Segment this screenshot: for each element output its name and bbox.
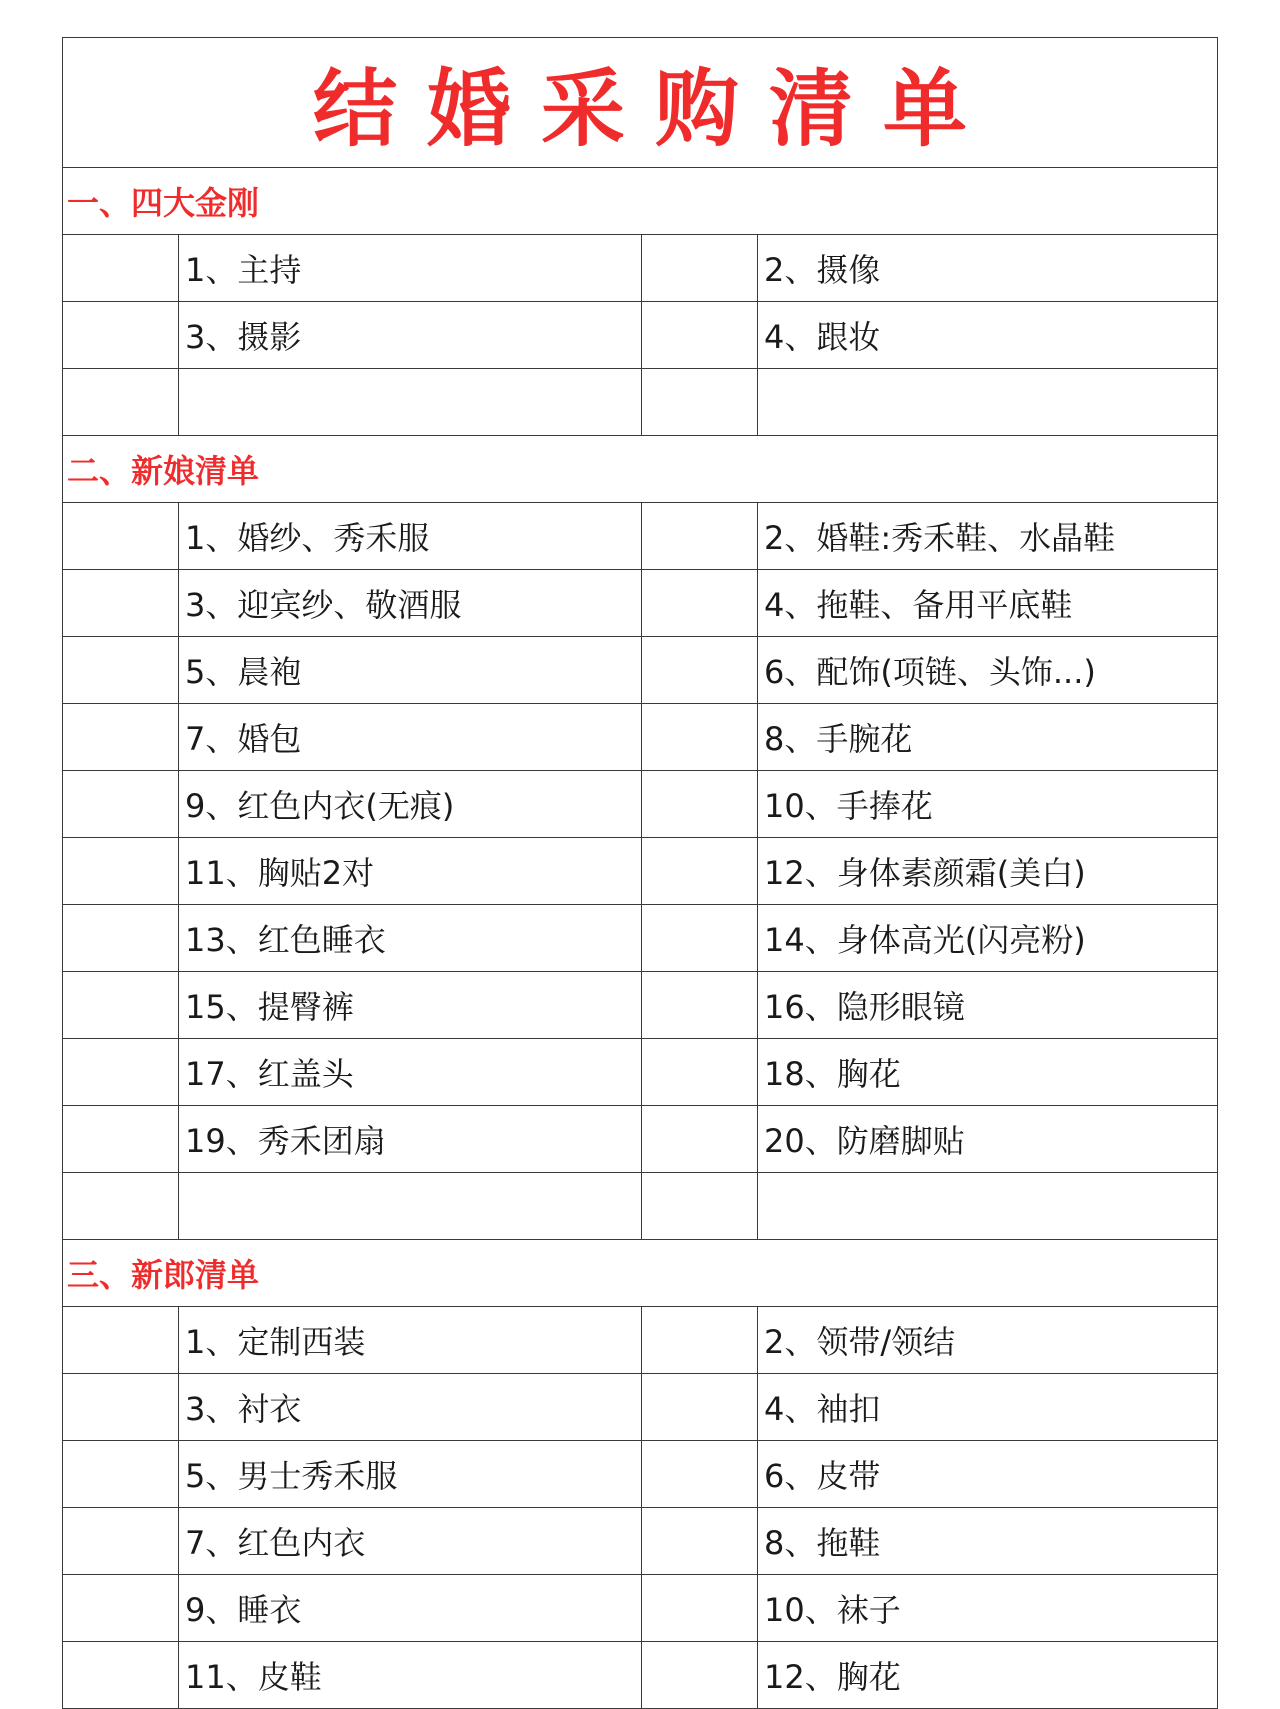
table-row <box>63 637 1218 704</box>
shopping-list-body <box>63 38 1218 1709</box>
table-row <box>63 1039 1218 1106</box>
list-item <box>758 369 1218 436</box>
blank-cell <box>642 1173 758 1240</box>
blank-cell <box>642 905 758 972</box>
list-item: 9、睡衣 <box>179 1575 642 1642</box>
table-row <box>63 704 1218 771</box>
blank-cell <box>63 1508 179 1575</box>
list-item: 16、隐形眼镜 <box>758 972 1218 1039</box>
table-row <box>63 235 1218 302</box>
table-row <box>63 1374 1218 1441</box>
table-row <box>63 1173 1218 1240</box>
table-row <box>63 905 1218 972</box>
section-heading: 二、新娘清单 <box>67 452 260 490</box>
blank-cell <box>642 1374 758 1441</box>
list-item: 8、手腕花 <box>758 704 1218 771</box>
list-item: 4、袖扣 <box>758 1374 1218 1441</box>
list-item: 11、皮鞋 <box>179 1642 642 1709</box>
table-row <box>63 302 1218 369</box>
list-item: 6、皮带 <box>758 1441 1218 1508</box>
table-row <box>63 771 1218 838</box>
table-row <box>63 1575 1218 1642</box>
list-item: 12、身体素颜霜(美白) <box>758 838 1218 905</box>
blank-cell <box>642 302 758 369</box>
table-row <box>63 838 1218 905</box>
list-item: 14、身体高光(闪亮粉) <box>758 905 1218 972</box>
list-item: 20、防磨脚贴 <box>758 1106 1218 1173</box>
blank-cell <box>63 570 179 637</box>
page-title: 结婚采购清单 <box>313 60 998 158</box>
blank-cell <box>642 1106 758 1173</box>
blank-cell <box>63 503 179 570</box>
blank-cell <box>642 1441 758 1508</box>
blank-cell <box>642 369 758 436</box>
blank-cell <box>63 1106 179 1173</box>
blank-cell <box>63 369 179 436</box>
list-item: 5、晨袍 <box>179 637 642 704</box>
blank-cell <box>63 302 179 369</box>
section-heading: 一、四大金刚 <box>67 184 260 222</box>
list-item: 1、婚纱、秀禾服 <box>179 503 642 570</box>
section-heading: 三、新郎清单 <box>67 1256 260 1294</box>
list-item: 7、婚包 <box>179 704 642 771</box>
list-item: 11、胸贴2对 <box>179 838 642 905</box>
table-row <box>63 1307 1218 1374</box>
table-row <box>63 1106 1218 1173</box>
list-item: 18、胸花 <box>758 1039 1218 1106</box>
blank-cell <box>63 637 179 704</box>
section-heading-row <box>63 168 1218 235</box>
list-item: 7、红色内衣 <box>179 1508 642 1575</box>
blank-cell <box>642 972 758 1039</box>
list-item <box>179 1173 642 1240</box>
list-item: 15、提臀裤 <box>179 972 642 1039</box>
table-row <box>63 503 1218 570</box>
list-item: 2、摄像 <box>758 235 1218 302</box>
table-row <box>63 369 1218 436</box>
section-heading-cell <box>63 436 1218 503</box>
blank-cell <box>642 1575 758 1642</box>
blank-cell <box>642 503 758 570</box>
list-item: 8、拖鞋 <box>758 1508 1218 1575</box>
blank-cell <box>63 771 179 838</box>
blank-cell <box>63 1173 179 1240</box>
list-item: 6、配饰(项链、头饰...) <box>758 637 1218 704</box>
list-item: 1、定制西装 <box>179 1307 642 1374</box>
list-item: 5、男士秀禾服 <box>179 1441 642 1508</box>
blank-cell <box>63 1642 179 1709</box>
section-heading-cell <box>63 1240 1218 1307</box>
blank-cell <box>63 704 179 771</box>
list-item: 4、拖鞋、备用平底鞋 <box>758 570 1218 637</box>
blank-cell <box>642 771 758 838</box>
blank-cell <box>63 905 179 972</box>
blank-cell <box>642 704 758 771</box>
list-item: 2、婚鞋:秀禾鞋、水晶鞋 <box>758 503 1218 570</box>
list-item: 9、红色内衣(无痕) <box>179 771 642 838</box>
blank-cell <box>63 1441 179 1508</box>
list-item: 10、袜子 <box>758 1575 1218 1642</box>
blank-cell <box>642 570 758 637</box>
blank-cell <box>642 1642 758 1709</box>
blank-cell <box>63 1039 179 1106</box>
blank-cell <box>63 972 179 1039</box>
list-item: 12、胸花 <box>758 1642 1218 1709</box>
blank-cell <box>63 1575 179 1642</box>
table-row <box>63 972 1218 1039</box>
list-item: 17、红盖头 <box>179 1039 642 1106</box>
blank-cell <box>642 838 758 905</box>
blank-cell <box>642 1508 758 1575</box>
blank-cell <box>642 637 758 704</box>
blank-cell <box>642 1039 758 1106</box>
section-heading-row <box>63 1240 1218 1307</box>
blank-cell <box>63 1374 179 1441</box>
list-item <box>179 369 642 436</box>
list-item: 10、手捧花 <box>758 771 1218 838</box>
blank-cell <box>642 235 758 302</box>
table-row <box>63 570 1218 637</box>
title-cell <box>63 38 1218 168</box>
shopping-list-table <box>62 37 1218 1709</box>
list-item: 19、秀禾团扇 <box>179 1106 642 1173</box>
list-item: 1、主持 <box>179 235 642 302</box>
list-item <box>758 1173 1218 1240</box>
table-row <box>63 1441 1218 1508</box>
section-heading-row <box>63 436 1218 503</box>
list-item: 3、迎宾纱、敬酒服 <box>179 570 642 637</box>
list-item: 3、摄影 <box>179 302 642 369</box>
title-row <box>63 38 1218 168</box>
table-row <box>63 1642 1218 1709</box>
blank-cell <box>642 1307 758 1374</box>
blank-cell <box>63 235 179 302</box>
table-row <box>63 1508 1218 1575</box>
blank-cell <box>63 838 179 905</box>
list-item: 13、红色睡衣 <box>179 905 642 972</box>
list-item: 4、跟妆 <box>758 302 1218 369</box>
blank-cell <box>63 1307 179 1374</box>
section-heading-cell <box>63 168 1218 235</box>
list-item: 2、领带/领结 <box>758 1307 1218 1374</box>
list-item: 3、衬衣 <box>179 1374 642 1441</box>
